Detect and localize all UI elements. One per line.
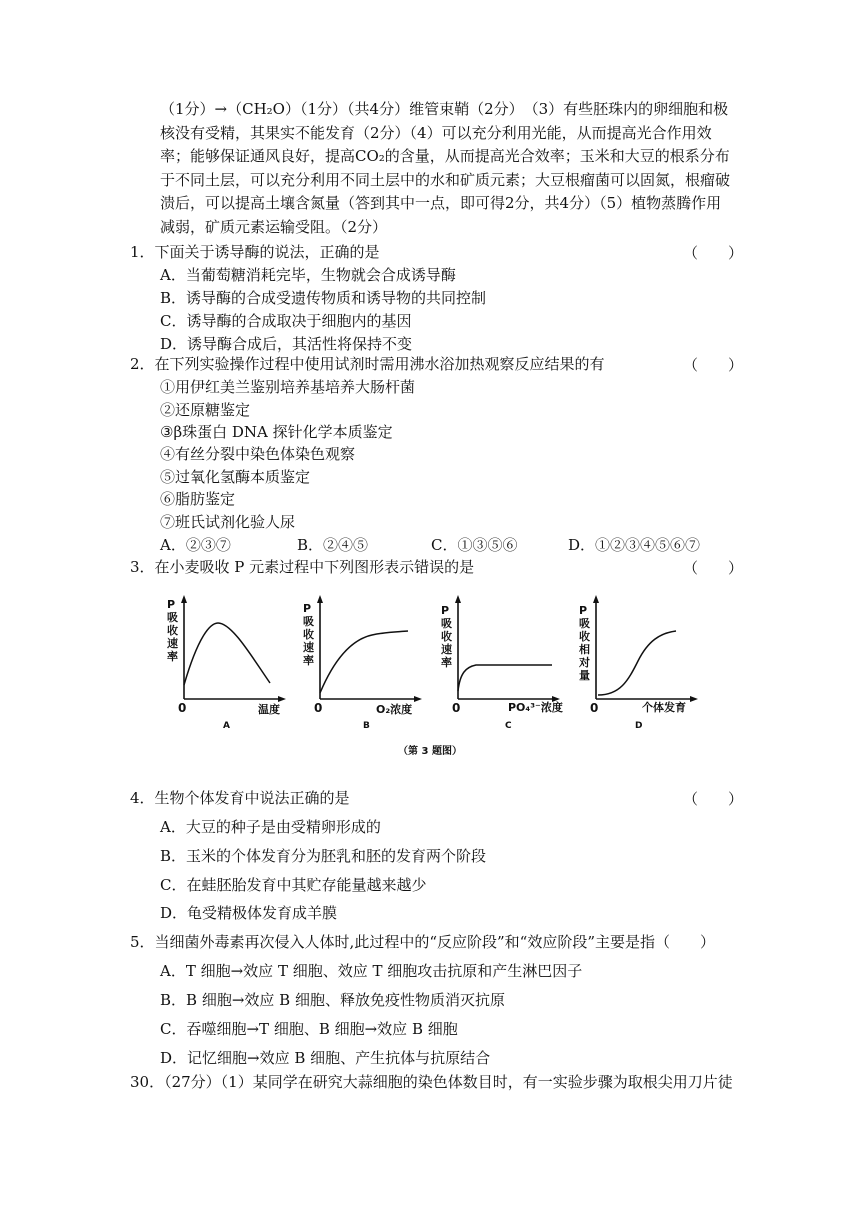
q2-option-b: B．②④⑤ <box>297 536 369 554</box>
q2-item-6: ⑥脂肪鉴定 <box>160 490 236 508</box>
q5-option-d: D．记忆细胞→效应 B 细胞、产生抗体与抗原结合 <box>160 1049 491 1067</box>
q2-item-7: ⑦班氏试剂化验人尿 <box>160 513 296 531</box>
q2-stem: 2．在下列实验操作过程中使用试剂时需用沸水浴加热观察反应结果的有 <box>130 355 605 373</box>
q4-option-d: D．龟受精极体发育成羊膜 <box>160 904 338 922</box>
chart-b-xlabel: O₂浓度 <box>376 703 413 716</box>
x-axis-arrow <box>414 696 422 702</box>
chart-a-ylabel: P吸收速率 <box>167 598 178 663</box>
chart-b-letter: B <box>363 721 370 731</box>
y-axis-arrow <box>181 595 187 603</box>
y-axis-arrow <box>455 595 461 603</box>
chart-a-letter: A <box>223 721 230 731</box>
q4-answer-paren: （ ） <box>683 790 744 808</box>
chart-d-origin: 0 <box>590 701 599 715</box>
chart-c-origin: 0 <box>452 701 461 715</box>
q4-stem: 4．生物个体发育中说法正确的是 <box>130 789 350 807</box>
chart-a-xlabel: 温度 <box>258 703 280 716</box>
q2-item-3: ③β珠蛋白 DNA 探针化学本质鉴定 <box>160 423 393 441</box>
answer-paragraph: （1分）→（CH₂O）（1分）（共4分）维管束鞘（2分） （3）有些胚珠内的卵细胞和极核没有受精，其果实不能发育（2分）（4）可以充分利用光能，从而提高光合作用效率；能够保证通风良好，提高CO₂的含量，从而提高光合效率；玉米和大豆的根系分布于不同土层，可以充分利用不同土层中的水和矿质元素；大豆根瘤菌可以固氮，根瘤破溃后，可以提高土壤含氮量（答到其中一点，即可得2分，共4分）（5）植物蒸腾作用减弱，矿质元素运输受阻。（2分） <box>160 100 731 236</box>
curve-saturation <box>320 631 408 693</box>
chart-c-letter: C <box>505 721 512 731</box>
q4-option-c: C．在蛙胚胎发育中其贮存能量越来越少 <box>160 876 427 894</box>
x-axis-arrow <box>690 696 698 702</box>
curve-plateau <box>458 665 552 691</box>
chart-d-xlabel: 个体发育 <box>642 701 686 714</box>
q30-stem: 30．（27分）（1）某同学在研究大蒜细胞的染色体数目时，有一实验步骤为取根尖用刀片徒 <box>130 1073 733 1091</box>
q5-option-a: A．T 细胞→效应 T 细胞、效应 T 细胞攻击抗原和产生淋巴因子 <box>160 962 583 980</box>
curve-sigmoid <box>598 631 676 695</box>
q4-option-b: B．玉米的个体发育分为胚乳和胚的发育两个阶段 <box>160 847 487 865</box>
chart-a-origin: 0 <box>178 701 187 715</box>
q2-option-a: A．②③⑦ <box>160 536 231 554</box>
chart-d-ylabel: P吸收相对量 <box>579 604 590 682</box>
q3-answer-paren: （ ） <box>683 559 744 577</box>
y-axis-arrow <box>317 595 323 603</box>
q3-stem: 3．在小麦吸收 P 元素过程中下列图形表示错误的是 <box>130 558 475 576</box>
y-axis-arrow <box>593 595 599 603</box>
q2-item-4: ④有丝分裂中染色体染色观察 <box>160 445 356 463</box>
q1-option-b: B．诱导酶的合成受遗传物质和诱导物的共同控制 <box>160 289 487 307</box>
q1-answer-paren: （ ） <box>683 244 744 262</box>
q3-figure-caption: （第 3 题图） <box>398 746 462 757</box>
curve-peak <box>184 623 270 685</box>
q1-stem: 1．下面关于诱导酶的说法，正确的是 <box>130 243 380 261</box>
q2-item-2: ②还原糖鉴定 <box>160 401 251 419</box>
q5-option-c: C．吞噬细胞→T 细胞、B 细胞→效应 B 细胞 <box>160 1020 458 1038</box>
q5-stem: 5．当细菌外毒素再次侵入人体时,此过程中的“反应阶段”和“效应阶段”主要是指（ ） <box>130 933 715 951</box>
q2-option-d: D．①②③④⑤⑥⑦ <box>568 536 701 554</box>
chart-c-ylabel: P吸收速率 <box>441 604 452 669</box>
chart-b-origin: 0 <box>314 701 323 715</box>
chart-d-letter: D <box>635 721 643 731</box>
q4-option-a: A．大豆的种子是由受精卵形成的 <box>160 818 381 836</box>
chart-b-ylabel: P吸收速率 <box>303 602 314 667</box>
q1-option-d: D．诱导酶合成后，其活性将保持不变 <box>160 335 413 353</box>
q5-option-b: B．B 细胞→效应 B 细胞、释放免疫性物质消灭抗原 <box>160 991 505 1009</box>
q1-option-c: C．诱导酶的合成取决于细胞内的基因 <box>160 312 412 330</box>
q2-item-5: ⑤过氧化氢酶本质鉴定 <box>160 468 311 486</box>
q1-option-a: A．当葡萄糖消耗完毕，生物就会合成诱导酶 <box>160 266 456 284</box>
chart-c-xlabel: PO₄³⁻浓度 <box>508 701 563 714</box>
q2-item-1: ①用伊红美兰鉴别培养基培养大肠杆菌 <box>160 378 416 396</box>
q2-answer-paren: （ ） <box>683 356 744 374</box>
q2-option-c: C．①③⑤⑥ <box>431 536 518 554</box>
